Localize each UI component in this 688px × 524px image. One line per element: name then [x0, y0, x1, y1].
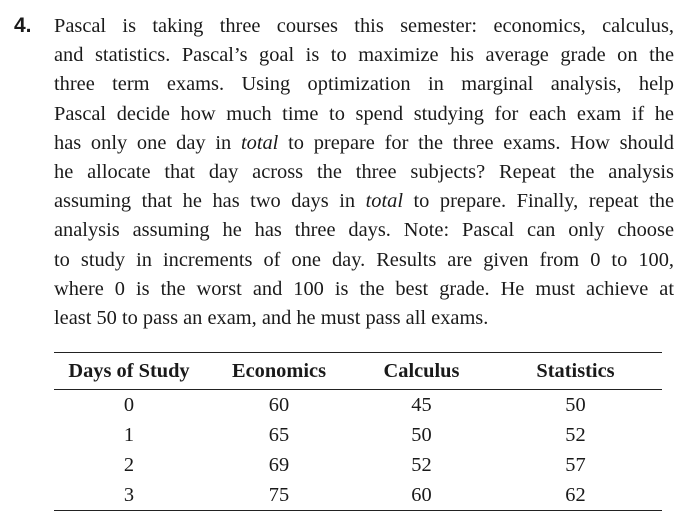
problem-line: Pascal is taking three courses this semester: economics, calculus, [54, 15, 674, 37]
problem-line: he allocate that day across the three subjects? Repeat the analysis [54, 160, 674, 183]
cell-statistics: 52 [565, 423, 586, 446]
problem-line: and statistics. Pascal’s goal is to maximize his average grade on the [54, 44, 674, 67]
problem-number: 4. [14, 14, 32, 37]
problem-line: three term exams. Using optimization in marginal analysis, help [54, 73, 674, 96]
cell-statistics: 57 [565, 453, 586, 476]
cell-days: 3 [123, 483, 135, 506]
table-bottom-rule [54, 510, 662, 511]
table-header-row [54, 353, 662, 390]
problem-line: analysis assuming he has three days. Note: Pascal can only choose [54, 219, 674, 242]
cell-days: 0 [123, 393, 135, 416]
header-calculus: Calculus [383, 359, 460, 382]
problem-text [54, 12, 674, 333]
problem-line: assuming that he has two days in total to prepare. Finally, repeat the [54, 190, 674, 213]
table-row [54, 390, 662, 421]
table-row [54, 480, 662, 510]
cell-calculus: 52 [411, 453, 432, 476]
problem-line: least 50 to pass an exam, and he must pass all exams. [54, 306, 489, 329]
cell-economics: 69 [268, 453, 290, 476]
cell-days: 1 [123, 423, 135, 446]
cell-calculus: 45 [411, 393, 432, 416]
cell-calculus: 50 [411, 423, 432, 446]
problem-line: Pascal decide how much time to spend studying for each exam if he [54, 102, 674, 125]
emphasis-total: total [240, 131, 279, 154]
grades-table [54, 352, 662, 511]
cell-economics: 65 [268, 423, 290, 446]
header-days-of-study: Days of Study [68, 359, 190, 382]
cell-economics: 60 [268, 393, 290, 416]
cell-statistics: 50 [565, 393, 586, 416]
emphasis-total: total [365, 190, 403, 213]
cell-days: 2 [123, 453, 135, 476]
table-row [54, 450, 662, 480]
cell-calculus: 60 [411, 483, 432, 506]
problem-line: has only one day in total to prepare for the three exams. How should [54, 131, 675, 154]
cell-economics: 75 [268, 483, 290, 506]
table-row [54, 420, 662, 450]
header-statistics: Statistics [536, 359, 615, 382]
cell-statistics: 62 [565, 483, 586, 506]
problem-line: to study in increments of one day. Results are given from 0 to 100, [54, 248, 674, 271]
header-economics: Economics [231, 359, 327, 382]
problem-line: where 0 is the worst and 100 is the best grade. He must achieve at [54, 277, 674, 300]
cropped-previous-line [0, 0, 688, 8]
